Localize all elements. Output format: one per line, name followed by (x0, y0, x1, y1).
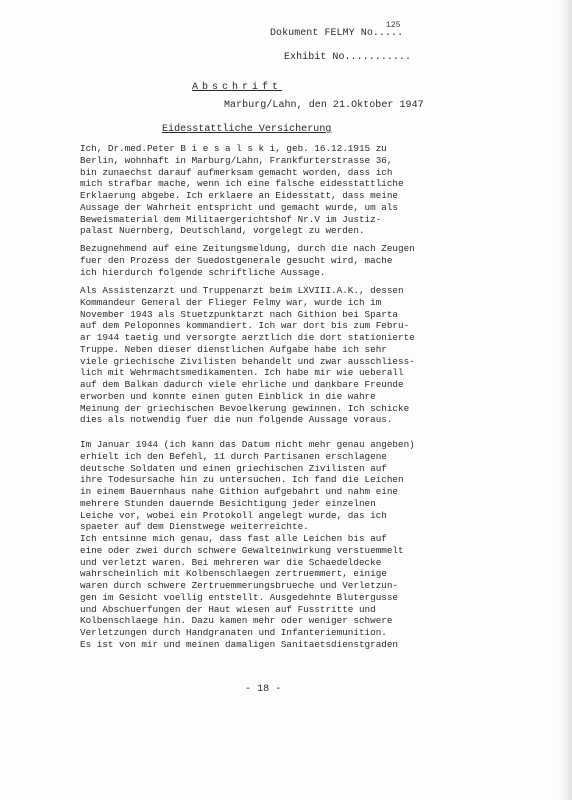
text-line: lich mit Wehrmachtsmedikamenten. Ich habe mir wie ueberall (80, 367, 404, 379)
document-subtitle: Eidesstattliche Versicherung (162, 124, 332, 135)
text-line: Es ist von mir und meinen damaligen Sanitaetsdienstgraden (80, 638, 399, 650)
text-line: auf dem Balkan dadurch viele ehrliche und dankbare Freunde (80, 379, 404, 390)
text-line: gen im Gesicht voellig entstellt. Ausgedehnte Blutergusse (80, 591, 399, 603)
text-line: Erklaerung abgebe. Ich erklaere an Eidesstatt, dass meine (80, 190, 399, 201)
page-edge-shadow (558, 0, 572, 800)
text-line: Im Januar 1944 (ich kann das Datum nicht mehr genau angeben) (80, 439, 415, 450)
text-line: spaeter auf dem Dienstwege weiterreichte. (80, 521, 309, 533)
text-line: deutsche Soldaten und einen griechischen Zivilisten auf (80, 462, 387, 474)
text-line: ar 1944 taetig und versorgte aerztlich die dort stationierte (80, 332, 415, 343)
document-title: Abschrift (192, 82, 283, 93)
text-line: mehrere Stunden dauernde Besichtigung jeder einzelnen (80, 497, 376, 509)
text-line: erhielt ich den Befehl, 11 durch Partisanen erschlagene (80, 450, 387, 462)
text-line: Meinung der griechischen Bevoelkerung gewinnen. Ich schicke (80, 402, 410, 414)
text-line: in einem Bauernhaus nahe Githion aufgebahrt und nahm eine (80, 486, 399, 497)
text-line: Kommandeur General der Flieger Felmy war, wurde ich im (80, 296, 382, 308)
paragraph-3 (80, 285, 520, 426)
place-date: Marburg/Lahn, den 21.Oktober 1947 (224, 100, 424, 111)
text-line: Aussage der Wahrheit entspricht und gemacht wurde, um als (80, 201, 399, 213)
dokument-label: Dokument FELMY No..... (270, 28, 404, 39)
paragraph-4 (80, 439, 520, 533)
text-line: waren durch schwere Zertruemmerungsbrueche und Verletzun- (80, 580, 399, 591)
text-line: palast Nuernberg, Deutschland, vorgelegt zu werden. (80, 225, 365, 237)
text-line: wahrscheinlich mit Kolbenschlaegen zertruemmert, einige (80, 568, 387, 580)
text-line: Kolbenschlaege hin. Dazu kamen mehr oder weniger schwere (80, 615, 393, 627)
exhibit-label: Exhibit No........... (284, 52, 412, 63)
text-line: eine oder zwei durch schwere Gewalteinwirkung verstuemmelt (80, 544, 404, 556)
paragraph-2 (80, 243, 520, 278)
text-line: Bezugnehmend auf eine Zeitungsmeldung, durch die nach Zeugen (80, 243, 415, 254)
text-line: ihre Todesursache hin zu untersuchen. Ich fand die Leichen (80, 474, 404, 486)
text-line: und verletzt waren. Bei mehreren war die Schaedeldecke (80, 556, 382, 568)
text-line: Ich, Dr.med.Peter B i e s a l s k i, geb. 16.12.1915 zu (80, 143, 387, 154)
text-line: November 1943 als Stuetzpunktarzt nach Githion bei Sparta (80, 308, 399, 320)
paragraph-1 (80, 143, 520, 237)
text-line: Ich entsinne mich genau, dass fast alle Leichen bis auf (80, 533, 387, 544)
page-number: - 18 - (245, 684, 282, 695)
dokument-number: 125 (386, 21, 401, 30)
text-line: Truppe. Neben dieser dienstlichen Aufgabe habe ich sehr (80, 343, 387, 355)
text-line: auf dem Peloponnes kommandiert. Ich war dort bis zum Febru- (80, 320, 410, 332)
text-line: Beweismaterial dem Militaergerichtshof Nr.V im Justiz- (80, 213, 382, 225)
text-line: Berlin, wohnhaft in Marburg/Lahn, Frankfurterstrasse 36, (80, 154, 393, 166)
text-line: erworben und konnte einen guten Einblick in die wahre (80, 390, 376, 402)
text-line: Verletzungen durch Handgranaten und Infanteriemunition. (80, 627, 387, 638)
paragraph-5 (80, 533, 520, 651)
text-line: mich strafbar mache, wenn ich eine falsche eidesstattliche (80, 178, 404, 190)
text-line: ich hierdurch folgende schriftliche Aussage. (80, 266, 326, 278)
text-line: viele griechische Zivilisten behandelt und zwar ausschliess- (80, 355, 415, 367)
text-line: bin zunaechst darauf aufmerksam gemacht worden, dass ich (80, 166, 393, 178)
text-line: fuer den Prozess der Suedostgenerale gesucht wird, mache (80, 254, 393, 266)
text-line: und Abschuerfungen der Haut wiesen auf Fusstritte und (80, 603, 376, 615)
text-line: Als Assistenzarzt und Truppenarzt beim LXVIII.A.K., dessen (80, 285, 404, 296)
text-line: Leiche vor, wobei ein Protokoll angelegt wurde, das ich (80, 509, 387, 521)
text-line: dies als notwendig fuer die nun folgende Aussage voraus. (80, 414, 393, 426)
